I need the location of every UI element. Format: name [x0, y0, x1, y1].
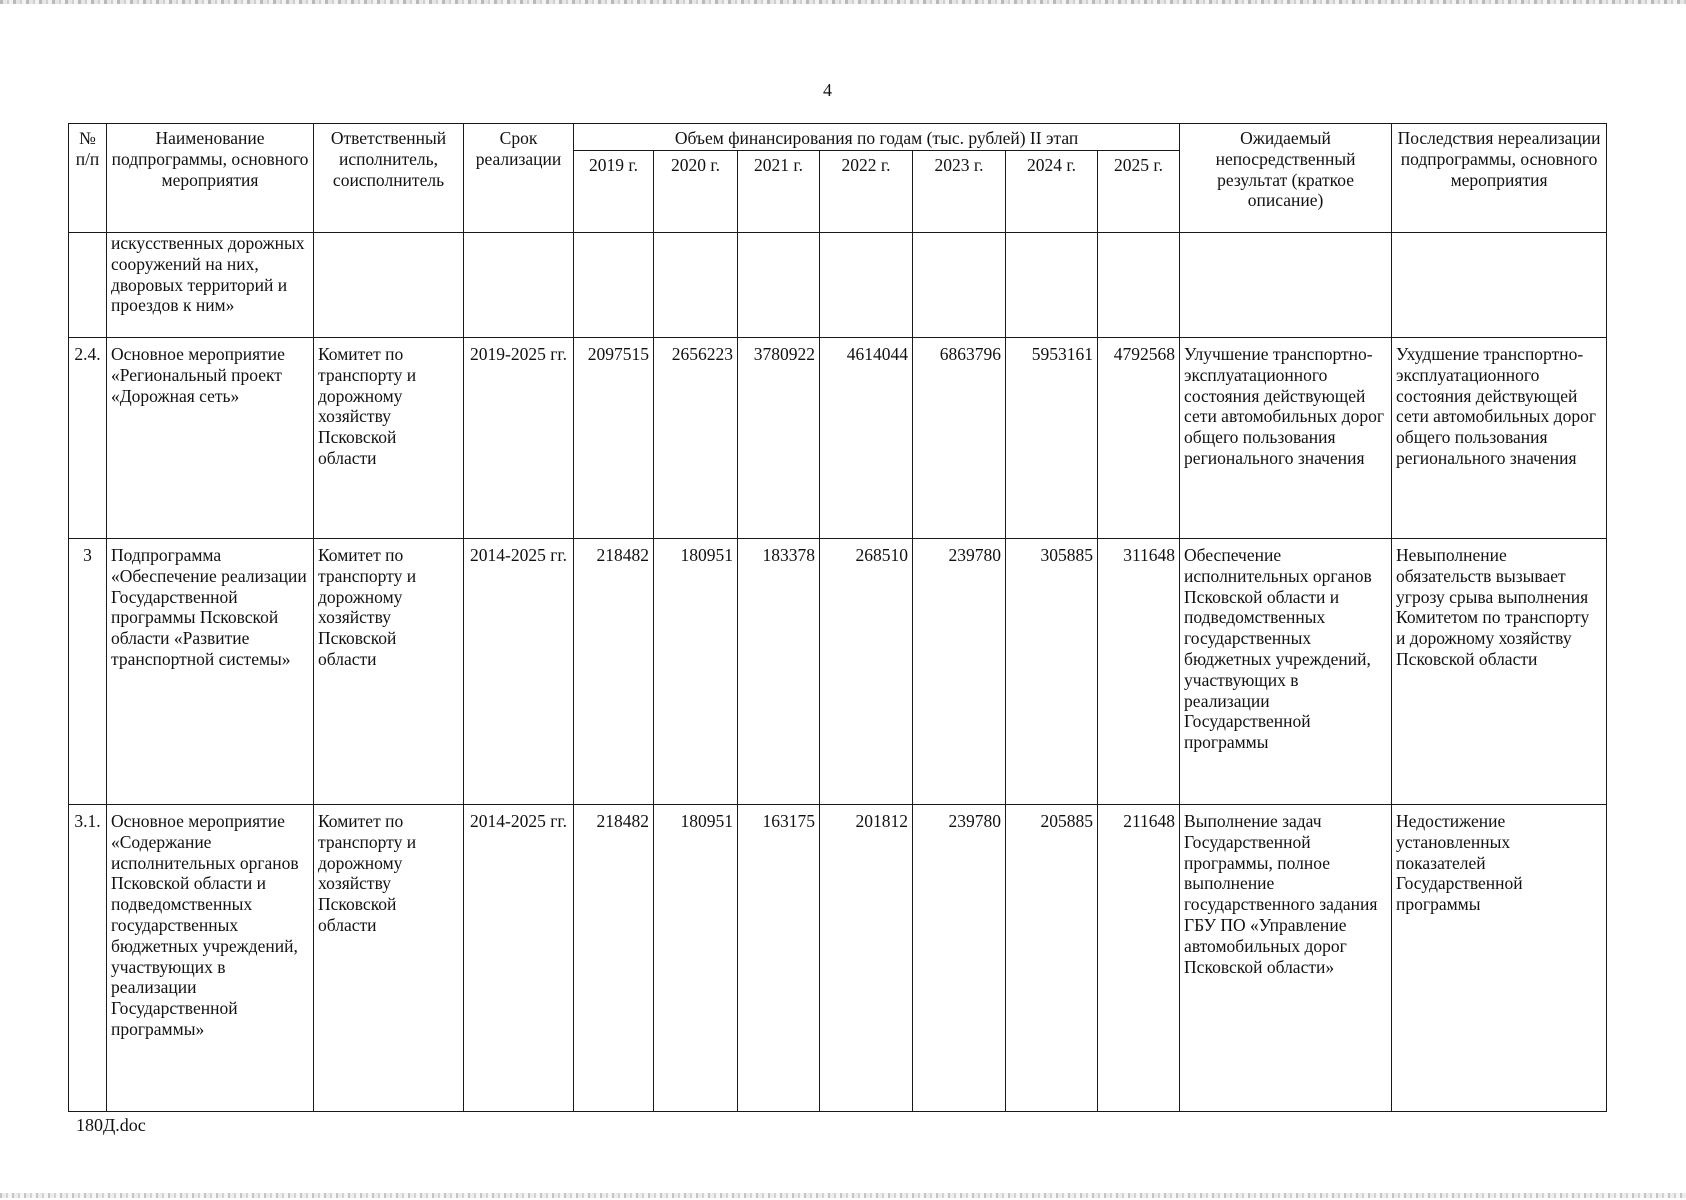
header-year-2021: 2021 г. — [738, 151, 820, 233]
row-num: 2.4. — [69, 338, 107, 539]
header-year-2022: 2022 г. — [820, 151, 913, 233]
row-name: искусственных дорожных сооружений на них, дворовых территорий и проездов к ним» — [107, 233, 314, 338]
row-term — [464, 233, 574, 338]
scan-edge-bottom — [0, 1193, 1686, 1198]
row-value-2025: 311648 — [1098, 539, 1180, 805]
row-term: 2014-2025 гг. — [464, 539, 574, 805]
row-responsible: Комитет по транспорту и дорожному хозяйству Псковской области — [314, 539, 464, 805]
row-num: 3.1. — [69, 805, 107, 1112]
row-value-2024 — [1006, 233, 1098, 338]
header-responsible: Ответственный исполнитель, соисполнитель — [314, 124, 464, 233]
header-num: № п/п — [69, 124, 107, 233]
row-value-2022 — [820, 233, 913, 338]
row-value-2024: 305885 — [1006, 539, 1098, 805]
header-funding: Объем финансирования по годам (тыс. рублей) II этап — [574, 124, 1180, 151]
row-responsible: Комитет по транспорту и дорожному хозяйству Псковской области — [314, 338, 464, 539]
header-year-2020: 2020 г. — [654, 151, 738, 233]
row-value-2021: 3780922 — [738, 338, 820, 539]
row-value-2025 — [1098, 233, 1180, 338]
row-expected: Выполнение задач Государственной программы, полное выполнение государственного задания ГБУ ПО «Управление автомобильных дорог Псковской области» — [1180, 805, 1392, 1112]
footer-filename: 180Д.doc — [76, 1115, 146, 1135]
header-name: Наименование подпрограммы, основного мероприятия — [107, 124, 314, 233]
header-year-2019: 2019 г. — [574, 151, 654, 233]
row-value-2024: 5953161 — [1006, 338, 1098, 539]
funding-table — [68, 123, 1607, 1112]
table-row — [69, 233, 1607, 338]
row-name: Подпрограмма «Обеспечение реализации Государственной программы Псковской области «Развитие транспортной системы» — [107, 539, 314, 805]
page-number: 4 — [823, 80, 832, 100]
row-consequences: Недостижение установленных показателей Государственной программы — [1392, 805, 1607, 1112]
row-consequences — [1392, 233, 1607, 338]
row-name: Основное мероприятие «Региональный проект «Дорожная сеть» — [107, 338, 314, 539]
row-value-2023: 6863796 — [913, 338, 1006, 539]
header-year-2025: 2025 г. — [1098, 151, 1180, 233]
row-value-2024: 205885 — [1006, 805, 1098, 1112]
row-responsible: Комитет по транспорту и дорожному хозяйству Псковской области — [314, 805, 464, 1112]
row-expected — [1180, 233, 1392, 338]
scan-edge-top — [0, 0, 1686, 4]
row-value-2022: 201812 — [820, 805, 913, 1112]
row-value-2021: 183378 — [738, 539, 820, 805]
row-value-2025: 4792568 — [1098, 338, 1180, 539]
row-value-2022: 268510 — [820, 539, 913, 805]
header-term: Срок реализации — [464, 124, 574, 233]
row-value-2020 — [654, 233, 738, 338]
row-num — [69, 233, 107, 338]
table-row — [69, 338, 1607, 539]
row-value-2019: 218482 — [574, 539, 654, 805]
row-value-2021 — [738, 233, 820, 338]
header-consequences: Последствия нереализации подпрограммы, основного мероприятия — [1392, 124, 1607, 233]
row-value-2023 — [913, 233, 1006, 338]
row-term: 2014-2025 гг. — [464, 805, 574, 1112]
row-expected: Обеспечение исполнительных органов Псковской области и подведомственных государственных бюджетных учреждений, участвующих в реализации Государственной программы — [1180, 539, 1392, 805]
row-value-2022: 4614044 — [820, 338, 913, 539]
row-consequences: Невыполнение обязательств вызывает угрозу срыва выполнения Комитетом по транспорту и дорожному хозяйству Псковской области — [1392, 539, 1607, 805]
row-value-2020: 180951 — [654, 539, 738, 805]
row-expected: Улучшение транспортно-эксплуатационного состояния действующей сети автомобильных дорог общего пользования регионального значения — [1180, 338, 1392, 539]
row-name: Основное мероприятие «Содержание исполнительных органов Псковской области и подведомственных государственных бюджетных учреждений, участвующих в реализации Государственной программы» — [107, 805, 314, 1112]
row-value-2019: 2097515 — [574, 338, 654, 539]
header-expected: Ожидаемый непосредственный результат (краткое описание) — [1180, 124, 1392, 233]
row-value-2020: 180951 — [654, 805, 738, 1112]
table-row — [69, 539, 1607, 805]
row-consequences: Ухудшение транспортно-эксплуатационного состояния действующей сети автомобильных дорог общего пользования регионального значения — [1392, 338, 1607, 539]
row-value-2023: 239780 — [913, 539, 1006, 805]
row-num: 3 — [69, 539, 107, 805]
row-responsible — [314, 233, 464, 338]
header-year-2024: 2024 г. — [1006, 151, 1098, 233]
row-value-2019 — [574, 233, 654, 338]
row-value-2019: 218482 — [574, 805, 654, 1112]
row-value-2023: 239780 — [913, 805, 1006, 1112]
header-year-2023: 2023 г. — [913, 151, 1006, 233]
row-value-2025: 211648 — [1098, 805, 1180, 1112]
table-row — [69, 805, 1607, 1112]
row-value-2020: 2656223 — [654, 338, 738, 539]
row-value-2021: 163175 — [738, 805, 820, 1112]
row-term: 2019-2025 гг. — [464, 338, 574, 539]
